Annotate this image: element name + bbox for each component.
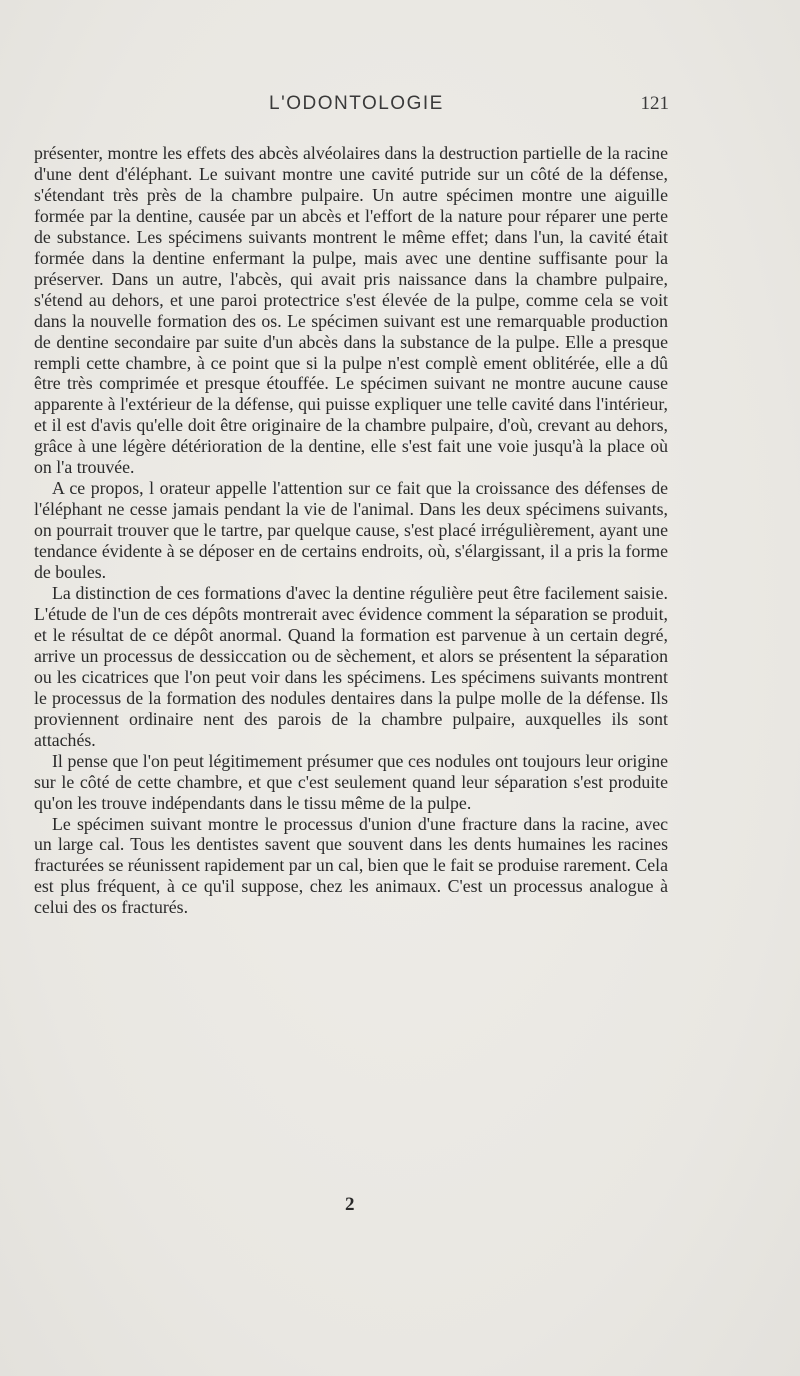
page-number: 121 (640, 93, 669, 114)
paragraph-5: Le spécimen suivant montre le processus d'union d'une fracture dans la racine, avec un large cal. Tous les dentistes savent que souvent dans les dents humaines les racines fracturées se réunissent rapidement par un cal, bien que le fait se produise rarement. Cela est plus fréquent, à ce qu'il suppose, chez les animaux. C'est un processus analogue à celui des os fracturés. (34, 813, 668, 918)
paragraph-3: La distinction de ces formations d'avec la dentine régulière peut être facilement saisie. L'étude de l'un de ces dépôts montrerait avec évidence comment la séparation se produit, et le résultat de ce dépôt anormal. Quand la formation est parvenue à un certain degré, arrive un processus de dessiccation ou de sèchement, et alors se présentent la séparation ou les cicatrices que l'on peut voir dans les spécimens. Les spécimens suivants montrent le processus de la formation des nodules dentaires dans la pulpe molle de la défense. Ils proviennent ordinaire nent des parois de la chambre pulpaire, auxquelles ils sont attachés. (34, 583, 668, 750)
page-header (34, 93, 669, 123)
running-title: L'ODONTOLOGIE (269, 93, 444, 114)
paragraph-4: Il pense que l'on peut légitimement présumer que ces nodules ont toujours leur origine sur le côté de cette chambre, et que c'est seulement quand leur séparation s'est produite qu'on les trouve indépendants dans le tissu même de la pulpe. (34, 750, 668, 813)
paragraph-2: A ce propos, l orateur appelle l'attention sur ce fait que la croissance des défenses de l'éléphant ne cesse jamais pendant la vie de l'animal. Dans les deux spécimens suivants, on pourrait trouver que le tartre, par quelque cause, s'est placé irrégulièrement, ayant une tendance évidente à se déposer en de certains endroits, où, s'élargissant, il a pris la forme de boules. (34, 478, 668, 583)
signature-mark: 2 (345, 1194, 355, 1215)
paragraph-1: présenter, montre les effets des abcès alvéolaires dans la destruction partielle de la racine d'une dent d'éléphant. Le suivant montre une cavité putride sur un côté de la défense, s'étendant très près de la chambre pulpaire. Un autre spécimen montre une aiguille formée par la dentine, causée par un abcès et l'effort de la nature pour réparer une perte de substance. Les spécimens suivants montrent le même effet; dans l'un, la cavité était formée dans la dentine enfermant la pulpe, mais avec une dentine suffisante pour la préserver. Dans un autre, l'abcès, qui avait pris naissance dans la chambre pulpaire, s'étend au dehors, et une paroi protectrice s'est élevée de la pulpe, comme cela se voit dans la nouvelle formation des os. Le spécimen suivant est une remarquable production de dentine secondaire par suite d'un abcès dans la substance de la pulpe. Elle a presque rempli cette chambre, à ce point que si la pulpe n'est complè ement oblitérée, elle a dû être très comprimée et presque étouffée. Le spécimen suivant ne montre aucune cause apparente à l'extérieur de la défense, qui puisse expliquer une telle cavité dans l'intérieur, et il est d'avis qu'elle doit être originaire de la chambre pulpaire, d'où, crevant au dehors, grâce à une légère détérioration de la dentine, elle s'est fait une voie jusqu'à la place où on l'a trouvée. (34, 143, 668, 478)
body-text (34, 143, 668, 918)
